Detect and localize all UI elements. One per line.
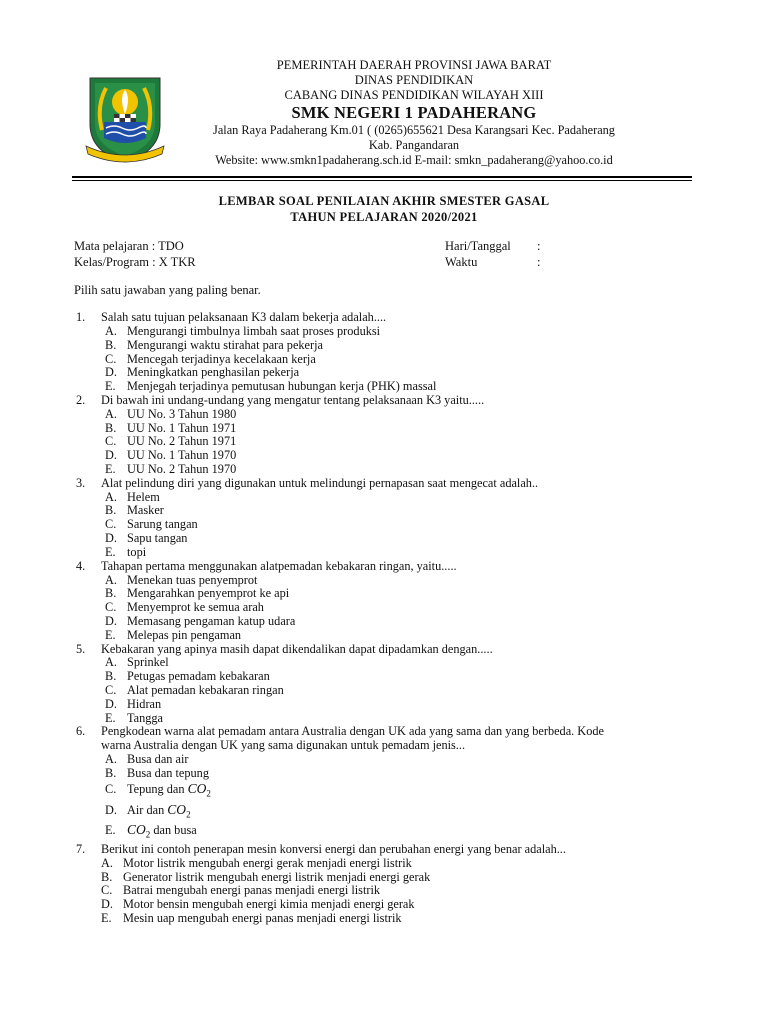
question-stem xyxy=(74,725,694,739)
question-item xyxy=(74,643,694,726)
option-letter: E. xyxy=(105,627,116,642)
government-line: PEMERINTAH DAERAH PROVINSI JAWA BARAT xyxy=(276,58,552,72)
option-text: Menyemprot ke semua arah xyxy=(127,600,264,615)
option-letter: B. xyxy=(105,669,117,684)
option-letter: D. xyxy=(105,613,117,628)
letterhead xyxy=(0,0,768,180)
option-text: Batrai mengubah energi panas menjadi energi listrik xyxy=(123,883,381,898)
option-letter: B. xyxy=(105,337,117,352)
question-text: Berikut ini contoh penerapan mesin konversi energi dan perubahan energi yang benar adalah... xyxy=(101,841,566,856)
question-number: 5. xyxy=(76,641,86,656)
option-letter: C. xyxy=(101,883,113,898)
option-text: Mengarahkan penyemprot ke api xyxy=(127,586,290,601)
option-text: Busa dan tepung xyxy=(127,766,209,781)
option-text: Alat pemadan kebakaran ringan xyxy=(127,683,284,698)
date-value: : xyxy=(537,239,541,253)
option-text: Memasang pengaman katup udara xyxy=(127,613,296,628)
option-letter: D. xyxy=(105,802,117,817)
exam-title xyxy=(0,193,768,225)
answer-option xyxy=(74,546,694,560)
option-text: Masker xyxy=(127,503,164,518)
answer-option xyxy=(74,380,694,394)
school-name: SMK NEGERI 1 PADAHERANG xyxy=(291,103,537,122)
option-text: UU No. 1 Tahun 1971 xyxy=(127,420,237,435)
answer-option xyxy=(74,898,694,912)
option-text: Air dan xyxy=(127,802,168,817)
question-item xyxy=(74,843,694,926)
option-text: Busa dan air xyxy=(127,752,189,767)
question-number: 4. xyxy=(76,558,86,573)
option-letter: C. xyxy=(105,600,117,615)
answer-option xyxy=(74,532,694,546)
option-text: Petugas pemadam kebakaran xyxy=(127,669,270,684)
option-text: Motor bensin mengubah energi kimia menjadi energi gerak xyxy=(123,897,415,912)
answer-option xyxy=(74,712,694,726)
option-text: Sapu tangan xyxy=(127,531,188,546)
option-letter: A. xyxy=(105,323,117,338)
question-item xyxy=(74,477,694,560)
option-text: Sarung tangan xyxy=(127,517,198,532)
option-letter: C. xyxy=(105,517,117,532)
option-text: UU No. 2 Tahun 1970 xyxy=(127,461,237,476)
question-text: warna Australia dengan UK yang sama digunakan untuk pemadam jenis... xyxy=(101,738,466,753)
question-item xyxy=(74,311,694,394)
question-number: 6. xyxy=(76,724,86,739)
school-address: Jalan Raya Padaherang Km.01 ( (0265)655621 Desa Karangsari Kec. Padaherang xyxy=(213,123,615,137)
answer-option xyxy=(74,670,694,684)
option-letter: C. xyxy=(105,351,117,366)
option-text: Tangga xyxy=(127,710,164,725)
answer-option xyxy=(74,884,694,898)
option-letter: B. xyxy=(105,503,117,518)
answer-option xyxy=(74,781,694,802)
option-text: Menjegah terjadinya pemutusan hubungan kerja (PHK) massal xyxy=(127,379,437,394)
option-letter: A. xyxy=(105,489,117,504)
question-number: 1. xyxy=(76,310,86,324)
option-letter: E. xyxy=(105,379,116,394)
chemical-formula: $CO_2$ xyxy=(127,822,151,840)
question-number: 2. xyxy=(76,392,86,407)
answer-option xyxy=(74,912,694,926)
option-text: Helem xyxy=(127,489,160,504)
question-stem xyxy=(74,560,694,574)
answer-option xyxy=(74,615,694,629)
option-letter: A. xyxy=(105,655,117,670)
answer-option xyxy=(74,339,694,353)
answer-option xyxy=(74,802,694,823)
option-letter: D. xyxy=(105,365,117,380)
branch-line: CABANG DINAS PENDIDIKAN WILAYAH XIII xyxy=(284,88,544,102)
chemical-formula: $CO_2$ xyxy=(187,780,211,799)
answer-option xyxy=(74,408,694,422)
answer-option xyxy=(74,629,694,643)
option-letter: A. xyxy=(101,855,113,870)
option-letter: D. xyxy=(105,531,117,546)
exam-title-line1: LEMBAR SOAL PENILAIAN AKHIR SMESTER GASAL xyxy=(218,194,550,208)
answer-option xyxy=(74,353,694,367)
option-text: UU No. 2 Tahun 1971 xyxy=(127,434,237,449)
date-field xyxy=(445,238,540,254)
option-letter: C. xyxy=(105,683,117,698)
question-number: 3. xyxy=(76,475,86,490)
school-regency: Kab. Pangandaran xyxy=(368,138,460,152)
header-divider-thin xyxy=(72,180,692,181)
time-value: : xyxy=(537,255,541,269)
option-letter: A. xyxy=(105,572,117,587)
question-stem-continued xyxy=(74,739,694,753)
time-field xyxy=(445,254,540,270)
answer-option xyxy=(74,587,694,601)
answer-option xyxy=(74,449,694,463)
answer-option xyxy=(74,366,694,380)
option-text: Mengurangi timbulnya limbah saat proses produksi xyxy=(127,323,381,338)
question-text: Tahapan pertama menggunakan alatpemadan kebakaran ringan, yaitu..... xyxy=(101,558,457,573)
question-list xyxy=(74,311,694,926)
option-letter: B. xyxy=(101,869,113,884)
option-text: Menekan tuas penyemprot xyxy=(127,572,258,587)
option-text: Mengurangi waktu stirahat para pekerja xyxy=(127,337,323,352)
option-text: Melepas pin pengaman xyxy=(127,627,242,642)
option-letter: E. xyxy=(105,710,116,725)
option-text: topi xyxy=(127,544,147,559)
question-stem xyxy=(74,311,694,325)
answer-option xyxy=(74,491,694,505)
option-text: Mesin uap mengubah energi panas menjadi energi listrik xyxy=(123,911,402,926)
option-text: Hidran xyxy=(127,696,162,711)
option-letter: E. xyxy=(105,823,116,838)
subject-field: Mata pelajaran : TDO xyxy=(74,239,184,253)
option-letter: C. xyxy=(105,434,117,449)
exam-meta-left xyxy=(74,238,196,270)
question-text: Salah satu tujuan pelaksanaan K3 dalam bekerja adalah.... xyxy=(101,310,387,324)
question-item xyxy=(74,560,694,643)
option-letter: D. xyxy=(101,897,113,912)
exam-title-line2: TAHUN PELAJARAN 2020/2021 xyxy=(290,210,478,224)
date-label: Hari/Tanggal xyxy=(445,239,511,253)
option-letter: B. xyxy=(105,766,117,781)
province-emblem-logo xyxy=(84,72,166,164)
option-text: Generator listrik mengubah energi listrik menjadi energi gerak xyxy=(123,869,431,884)
option-letter: D. xyxy=(105,448,117,463)
answer-option xyxy=(74,871,694,885)
option-letter: A. xyxy=(105,406,117,421)
answer-option xyxy=(74,325,694,339)
time-label: Waktu xyxy=(445,255,478,269)
answer-option xyxy=(74,518,694,532)
question-text: Alat pelindung diri yang digunakan untuk melindungi pernapasan saat mengecat adalah.. xyxy=(101,475,539,490)
option-letter: B. xyxy=(105,420,117,435)
question-stem xyxy=(74,394,694,408)
chemical-formula: $CO_2$ xyxy=(167,801,191,820)
option-letter: E. xyxy=(101,911,112,926)
option-letter: D. xyxy=(105,696,117,711)
header-divider-thick xyxy=(72,176,692,178)
option-text: Meningkatkan penghasilan pekerja xyxy=(127,365,300,380)
option-letter: E. xyxy=(105,461,116,476)
answer-option xyxy=(74,601,694,615)
exam-meta-right xyxy=(445,238,540,270)
answer-option xyxy=(74,435,694,449)
option-text: UU No. 1 Tahun 1970 xyxy=(127,448,237,463)
question-stem xyxy=(74,643,694,657)
option-text: dan busa xyxy=(150,823,197,838)
question-item xyxy=(74,725,694,842)
question-item xyxy=(74,394,694,477)
option-letter: E. xyxy=(105,544,116,559)
option-text: UU No. 3 Tahun 1980 xyxy=(127,406,237,421)
answer-option xyxy=(74,684,694,698)
option-text: Sprinkel xyxy=(127,655,169,670)
answer-option xyxy=(74,857,694,871)
answer-option xyxy=(74,463,694,477)
option-letter: B. xyxy=(105,586,117,601)
option-text: Motor listrik mengubah energi gerak menjadi energi listrik xyxy=(123,855,412,870)
instruction: Pilih satu jawaban yang paling benar. xyxy=(74,283,261,297)
answer-option xyxy=(74,574,694,588)
answer-option xyxy=(74,822,694,843)
question-text: Kebakaran yang apinya masih dapat dikendalikan dapat dipadamkan dengan..... xyxy=(101,641,493,656)
department-line: DINAS PENDIDIKAN xyxy=(354,73,474,87)
option-text: Mencegah terjadinya kecelakaan kerja xyxy=(127,351,316,366)
question-number: 7. xyxy=(76,841,86,856)
answer-option xyxy=(74,422,694,436)
answer-option xyxy=(74,753,694,767)
answer-option xyxy=(74,698,694,712)
question-stem xyxy=(74,843,694,857)
question-text: Pengkodean warna alat pemadam antara Australia dengan UK ada yang sama dan yang berbeda. Kode xyxy=(101,724,604,739)
answer-option xyxy=(74,504,694,518)
answer-option xyxy=(74,656,694,670)
question-stem xyxy=(74,477,694,491)
option-letter: C. xyxy=(105,781,117,796)
letterhead-text xyxy=(170,58,658,168)
option-text: Tepung dan xyxy=(127,781,185,796)
option-letter: A. xyxy=(105,752,117,767)
class-field: Kelas/Program : X TKR xyxy=(74,255,196,269)
school-contact: Website: www.smkn1padaherang.sch.id E-mail: smkn_padaherang@yahoo.co.id xyxy=(215,153,613,167)
question-text: Di bawah ini undang-undang yang mengatur tentang pelaksanaan K3 yaitu..... xyxy=(101,392,485,407)
answer-option xyxy=(74,767,694,781)
